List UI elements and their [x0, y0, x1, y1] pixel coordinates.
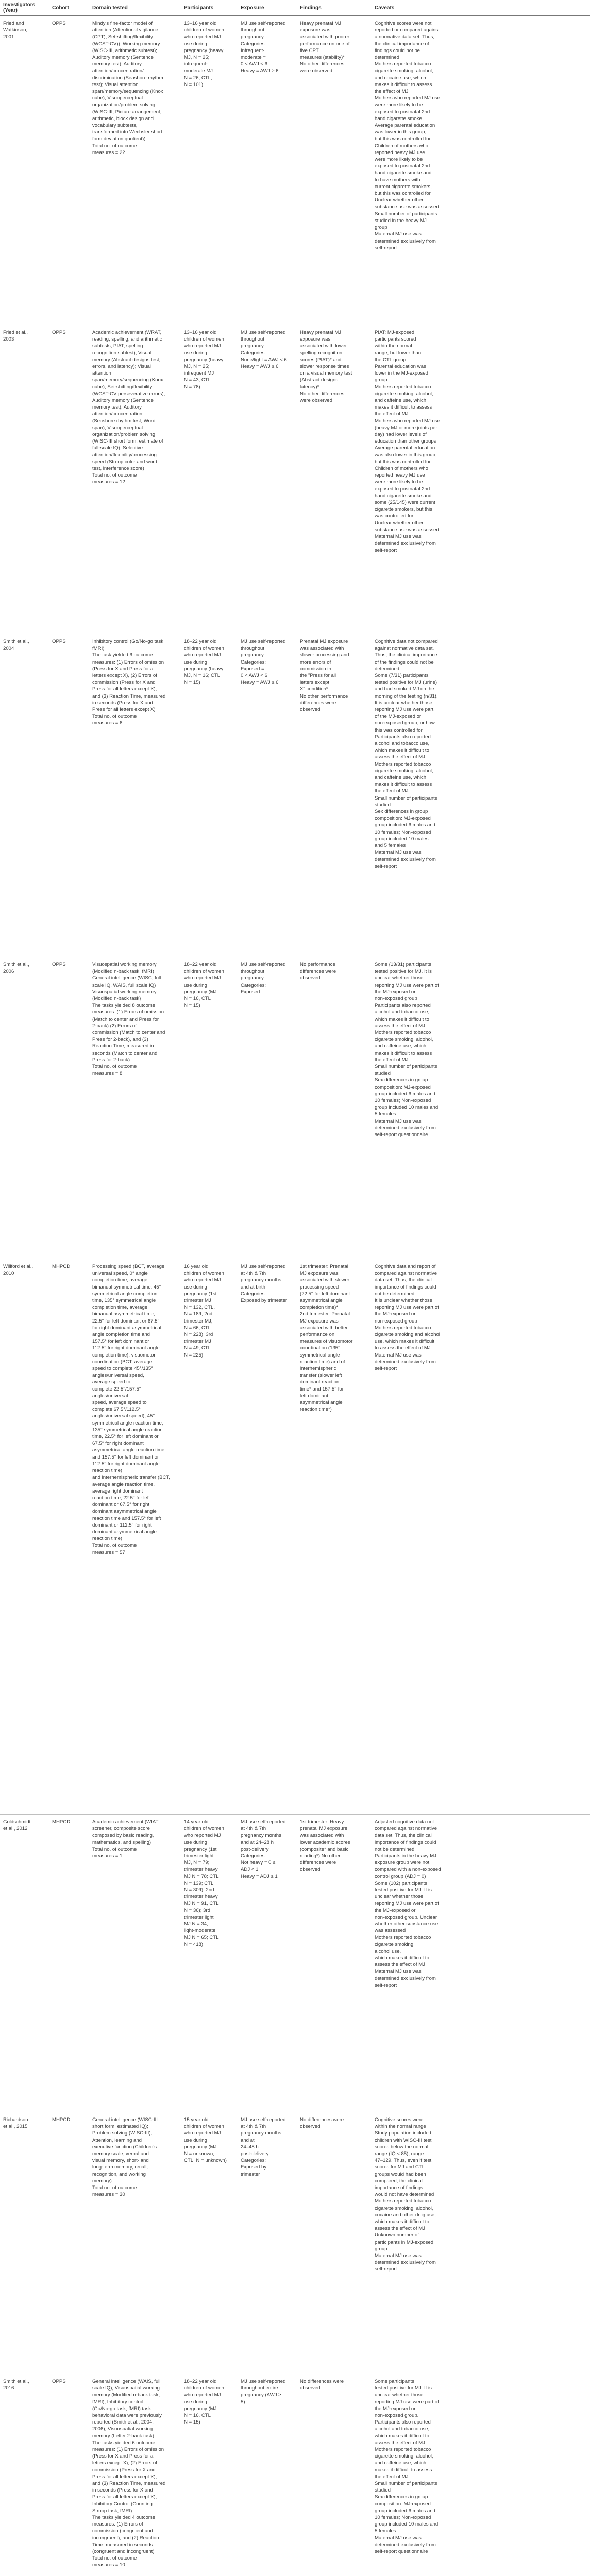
cell-investigators: Richardson et al., 2015 — [3, 2117, 28, 2130]
cell-cohort: OPPS — [52, 330, 66, 335]
cell-investigators: Willford et al., 2010 — [3, 1264, 33, 1277]
cell-participants: 18–22 year old children of women who reported MJ use during pregnancy (MJ N = 16, CTL N = 15) — [184, 962, 224, 1009]
cell-domain: General intelligence (WAIS, full scale IQ); Visuospatial working memory (Modified n-back task, fMRI); Inhibitory control (Go/No-go task, fMRI) task behavioral data were previously reported (Smith et al., 2004, 2006); Visuospatial working memory (Letter 2-back task) The tasks yielded 6 outcome measures: (1) Errors of omission (Press for X and Press for all letters except X), (2) Errors of commission (Press for X and Press for all letters except X), and (3) Reaction Time, measured in seconds (Press for X and Press for all letters except X), Inhibitory Control (Counting Stroop task, fMRI) The tasks yielded 4 outcome measures: (1) Errors of commission (congruent and incongruent), and (2) Reaction Time, measured in seconds (congruent and incongruent) Total no. of outcome measures = 10 — [92, 2379, 166, 2568]
cell-exposure: MJ use self-reported throughout entire pregnancy (AWJ ≥ 5) — [241, 2379, 286, 2405]
cell-participants: 13–16 year old children of women who reported MJ use during pregnancy (heavy MJ, N = 25; infrequent MJ N = 43; CTL N = 78) — [184, 330, 224, 390]
cell-exposure: MJ use self-reported throughout pregnancy Categories: Infrequent- moderate = 0 < AWJ < 6 Heavy = AWJ ≥ 6 — [241, 21, 286, 74]
cell-findings: 1st trimester: Heavy prenatal MJ exposure was associated with lower academic scores (composite* and basic reading*) No other differences were observed — [300, 1819, 350, 1873]
cell-cohort: OPPS — [52, 2379, 66, 2384]
cell-cohort: OPPS — [52, 21, 66, 26]
cell-domain: Processing speed (BCT, average universal speed, 0° angle completion time, average bimanual symmetrical time, 45° symmetrical angle completion time, 135° symmetrical angle completion time, average bimanual asymmetrical time, 22.5° for left dominant or 67.5° for right dominant asymmetrical angle completion time and 157.5° for left dominant or 112.5° for right dominant angle completion time); visuomotor coordination (BCT, average speed to complete 45°/135° angles/universal speed, average speed to complete 22.5°/157.5° angles/universal speed, average speed to complete 67.5°/112.5° angles/universal speed); 45° symmetrical angle reaction time, 135° symmetrical angle reaction time, 22.5° for left dominant or 67.5° for right dominant asymmetrical angle reaction time and 157.5° for left dominant or 112.5° for right dominant angle reaction time), and interhemispheric transfer (BCT, average angle reaction time, average right dominant reaction time, 22.5° for left dominant or 67.5° for right dominant asymmetrical angle reaction time and 157.5° for left dominant or 112.5° for right dominant asymmetrical angle reaction time) Total no. of outcome measures = 57 — [92, 1264, 170, 1555]
table-body — [0, 16, 590, 2576]
header-caveats: Caveats — [375, 5, 395, 11]
cell-cohort: MHPCD — [52, 1264, 71, 1269]
cell-investigators: Fried and Watkinson, 2001 — [3, 21, 28, 40]
cell-caveats: Adjusted cognitive data not compared against normative data set. Thus, the clinical importance of findings could not be determined Participants in the heavy MJ exposure group were not compared with a non-exposed control group (ADJ = 0) Some (102) participants tested positive for MJ. It is unclear whether those reporting MJ use were part of the MJ-exposed or non-exposed group. Unclear whether other substance use was assessed Mothers reported tobacco cigarette smoking, alcohol use, which makes it difficult to assess the effect of MJ Maternal MJ use was determined exclusively from self-report — [375, 1819, 441, 1988]
table-row — [0, 634, 590, 957]
cell-exposure: MJ use self-reported at 4th & 7th pregnancy months and at 24–28 h post-delivery Categories: Not heavy = 0 ≤ ADJ < 1 Heavy = ADJ ≥ 1 — [241, 1819, 286, 1879]
cell-findings: Heavy prenatal MJ exposure was associated with lower spelling recognition scores (PIAT)* and slower response times on a visual memory test (Abstract designs latency)* No other differences were observed — [300, 330, 352, 404]
cell-caveats: Cognitive data and report of compared against normative data set. Thus, the clinical importance of findings could not be determined It is unclear whether those reporting MJ use were part of the MJ-exposed or non-exposed group Mothers reported tobacco cigarette smoking and alcohol use, which makes it difficult to assess the effect of MJ Maternal MJ use was determined exclusively from self-report — [375, 1264, 440, 1372]
cell-caveats: PIAT: MJ-exposed participants scored within the normal range, but lower than the CTL group Parental education was lower in the MJ-exposed group Mothers reported tobacco cigarette smoking, alcohol, and caffeine use, which makes it difficult to assess the effect of MJ Mothers who reported MJ use (heavy MJ or more joints per day) had lower levels of education than other groups Average parental education was also lower in this group, but this was controlled for Children of mothers who reported heavy MJ use were more likely to be exposed to postnatal 2nd hand cigarette smoke and some (25/145) were current cigarette smokers, but this was controlled for Unclear whether other substance use was assessed Maternal MJ use was determined exclusively from self-report — [375, 330, 440, 553]
cell-caveats: Cognitive data not compared against normative data set. Thus, the clinical importance of the findings could not be determined Some (7/31) participants tested positive for MJ (urine) and had smoked MJ on the morning of the testing (n/31). It is unclear whether those reporting MJ use were part of the MJ-exposed or non-exposed group, or how this was controlled for Participants also reported alcohol and tobacco use, which makes it difficult to assess the effect of MJ Mothers reported tobacco cigarette smoking, alcohol, and caffeine use, which makes it difficult to assess the effect of MJ Small number of participants studied Sex differences in group composition: MJ-exposed group included 6 males and 10 females; Non-exposed group included 10 males and 5 females Maternal MJ use was determined exclusively from self-report — [375, 639, 438, 869]
table-header — [0, 0, 590, 16]
cell-investigators: Smith et al., 2006 — [3, 962, 29, 975]
table-row — [0, 325, 590, 634]
cell-cohort: OPPS — [52, 639, 66, 645]
cell-participants: 18–22 year old children of women who reported MJ use during pregnancy (MJ N = 16, CTL N = 15) — [184, 2379, 224, 2426]
header-cohort: Cohort — [52, 5, 69, 11]
cell-caveats: Cognitive scores were within the normal range Study population included children with WISC-III test scores below the normal range (IQ < 85); range 47–129. Thus, even if test scores for MJ and CTL groups would had been compared, the clinical importance of findings would not have determined Mothers reported tobacco cigarette smoking, alcohol, cocaine and other drug use, which makes it difficult to assess the effect of MJ Unknown number of participants in MJ-exposed group Maternal MJ use was determined exclusively from self-report — [375, 2117, 436, 2273]
cell-exposure: MJ use self-reported throughout pregnancy Categories: Exposed — [241, 962, 286, 995]
cell-findings: No differences were observed — [300, 2379, 344, 2392]
cell-cohort: MHPCD — [52, 2117, 71, 2123]
cell-participants: 13–16 year old children of women who reported MJ use during pregnancy (heavy MJ, N = 25; infrequent- moderate MJ N = 26; CTL, N = 101) — [184, 21, 224, 88]
cell-domain: Academic achievement (WRAT, reading, spelling, and arithmetic subtests; PIAT, spelling recognition subtest); Visual memory (Abstract designs test, errors, and latency); Visual attention span/memory/sequencing (Knox cube); Set-shifting/flexibility (WCST-CV perseverative errors); Auditory memory (Sentence memory test); Auditory attention/concentration (Seashore rhythm test; Word span); Visuoperceptual organization/problem solving (WISC-III short form, estimate of full-scale IQ); Selective attention/flexibility/processing speed (Stroop color and word test, interference score) Total no. of outcome measures = 12 — [92, 330, 165, 485]
cell-domain: Inhibitory control (Go/No-go task; fMRI) The task yielded 6 outcome measures: (1) Errors of omission (Press for X and Press for all letters except X), (2) Errors of commission (Press for X and Press for all letters except X), and (3) Reaction Time, measured in seconds (Press for X and Press for all letters except X) Total no. of outcome measures = 6 — [92, 639, 166, 726]
cell-caveats: Some (13/31) participants tested positive for MJ. It is unclear whether those reporting MJ use were part of the MJ-exposed or non-exposed group Participants also reported alcohol and tobacco use, which makes it difficult to assess the effect of MJ Mothers reported tobacco cigarette smoking, alcohol, and caffeine use, which makes it difficult to assess the effect of MJ Small number of participants studied Sex differences in group composition: MJ-exposed group included 6 males and 10 females; Non-exposed group included 10 males and 5 females Maternal MJ use was determined exclusively from self-report questionnaire — [375, 962, 439, 1138]
cell-caveats: Cognitive scores were not reported or compared against a normative data set. Thus, the clinical importance of findings could not be determined Mothers reported tobacco cigarette smoking, alcohol, and cocaine use, which makes it difficult to assess the effect of MJ Mothers who reported MJ use were more likely to be exposed to postnatal 2nd hand cigarette smoke Average parental education was lower in this group, but this was controlled for Children of mothers who reported heavy MJ use were more likely to be exposed to postnatal 2nd hand cigarette smoke and to have mothers with current cigarette smokers, but this was controlled for Unclear whether other substance use was assessed Small number of participants studied in the heavy MJ group Maternal MJ use was determined exclusively from self-report — [375, 21, 440, 251]
header-findings: Findings — [300, 5, 322, 11]
cell-participants: 16 year old children of women who reported MJ use during pregnancy (1st trimester MJ N = 132, CTL, N = 189; 2nd trimester MJ, N = 66; CTL N = 228); 3rd trimester MJ N = 49, CTL N = 225) — [184, 1264, 224, 1358]
table-row — [0, 957, 590, 1259]
header-exposure: Exposure — [241, 5, 264, 11]
cell-findings: Heavy prenatal MJ exposure was associated with poorer performance on one of five CPT measures (stability)* No other differences were observed — [300, 21, 350, 74]
cell-domain: Visuospatial working memory (Modified n-back task, fMRI) General intelligence (WISC, full scale IQ, WAIS, full scale IQ) Visuospatial working memory (Modified n-back task) The tasks yielded 8 outcome measures: (1) Errors of omission (Match to center and Press for 2-back) (2) Errors of commission (Match to center and Press for 2-back), and (3) Reaction Time, measured in seconds (Match to center and Press for 2-back) Total no. of outcome measures = 8 — [92, 962, 165, 1077]
header-domain: Domain tested — [92, 5, 128, 11]
cell-investigators: Goldschmidt et al., 2012 — [3, 1819, 31, 1832]
cell-investigators: Fried et al., 2003 — [3, 330, 28, 343]
cell-participants: 14 year old children of women who reported MJ use during pregnancy (1st trimester light MJ, N = 79; trimester heavy MJ N = 78; CTL N = 139; CTL N = 309); 2nd trimester heavy MJ N = 91, CTL N = 36); 3rd trimester light MJ N = 34; light-moderate MJ N = 65; CTL N = 418) — [184, 1819, 224, 1947]
cell-findings: No differences were observed — [300, 2117, 344, 2130]
cell-investigators: Smith et al., 2004 — [3, 639, 29, 652]
cell-investigators: Smith et al., 2016 — [3, 2379, 29, 2392]
cell-participants: 18–22 year old children of women who reported MJ use during pregnancy (heavy MJ, N = 16; CTL, N = 15) — [184, 639, 224, 686]
cell-domain: Academic achievement (WIAT screener, composite score composed by basic reading, mathematics, and spelling) Total no. of outcome measures = 1 — [92, 1819, 159, 1859]
cell-exposure: MJ use self-reported at 4th & 7th pregnancy months and at birth Categories: Exposed by trimester — [241, 1264, 288, 1304]
cell-exposure: MJ use self-reported throughout pregnancy Categories: Exposed = 0 < AWJ < 6 Heavy = AWJ ≥ 6 — [241, 639, 286, 686]
header-investigators: Investigators (Year) — [3, 2, 36, 13]
cell-findings: No performance differences were observed — [300, 962, 336, 981]
cell-exposure: MJ use self-reported at 4th & 7th pregnancy months and at 24–48 h post-delivery Categories: Exposed by trimester — [241, 2117, 286, 2177]
cell-findings: 1st trimester: Prenatal MJ exposure was associated with slower processing speed (22.5° for left dominant asymmetrical angle completion time)* 2nd trimester: Prenatal MJ exposure was associated with better performance on measures of visuomotor coordination (135° symmetrical angle reaction time) and of interhemispheric transfer (slower left dominant reaction time* and 157.5° for left dominant asymmetrical angle reaction time*) — [300, 1264, 353, 1413]
cell-domain: Mindy's fine-factor model of attention (Attentional vigilance (CPT), Set-shifting/flexibility (WCST-CV)); Working memory (WISC-III, arithmetic subtest); Auditory memory (Sentence memory test); Auditory attention/concentration/ discrimination (Seashore rhythm test); Visual attention span/memory/sequencing (Knox cube); Visuoperceptual organization/problem solving (WISC-III, Picture arrangement, arithmetic, block design and vocabulary subtests, transformed into Wechsler short form deviation quotient)) Total no. of outcome measures = 22 — [92, 21, 163, 156]
table-row — [0, 16, 590, 325]
cell-participants: 15 year old children of women who reported MJ use during pregnancy (MJ N = unknown, CTL, N = unknown) — [184, 2117, 227, 2164]
table-row — [0, 1259, 590, 1815]
cell-exposure: MJ use self-reported throughout pregnancy Categories: None/light = AWJ < 6 Heavy = AWJ ≥ 6 — [241, 330, 287, 370]
cell-caveats: Some participants tested positive for MJ. It is unclear whether those reporting MJ use were part of the MJ-exposed or non-exposed group. Participants also reported alcohol and tobacco use, which makes it difficult to assess the effect of MJ Mothers reported tobacco cigarette smoking, alcohol, and caffeine use, which makes it difficult to assess the effect of MJ Small number of participants studied Sex differences in group composition: MJ-exposed group included 6 males and 10 females; Non-exposed group included 10 males and 5 females Maternal MJ use was determined exclusively from self-report questionnaire — [375, 2379, 439, 2555]
cell-domain: General intelligence (WISC-III short form, estimated IQ); Problem solving (WISC-III); Attention, learning and executive function (Children's memory scale, verbal and visual memory, short- and long-term memory, recall, recognition, and working memory) Total no. of outcome measures = 30 — [92, 2117, 158, 2198]
header-participants: Participants — [184, 5, 214, 11]
table-row — [0, 2112, 590, 2374]
cell-findings: Prenatal MJ exposure was associated with slower processing and more errors of commission in the "Press for all letters except X" condition* No other performance differences were observed — [300, 639, 349, 713]
cell-cohort: OPPS — [52, 962, 66, 968]
table-row — [0, 1815, 590, 2112]
cell-cohort: MHPCD — [52, 1819, 71, 1825]
table-row — [0, 2374, 590, 2576]
